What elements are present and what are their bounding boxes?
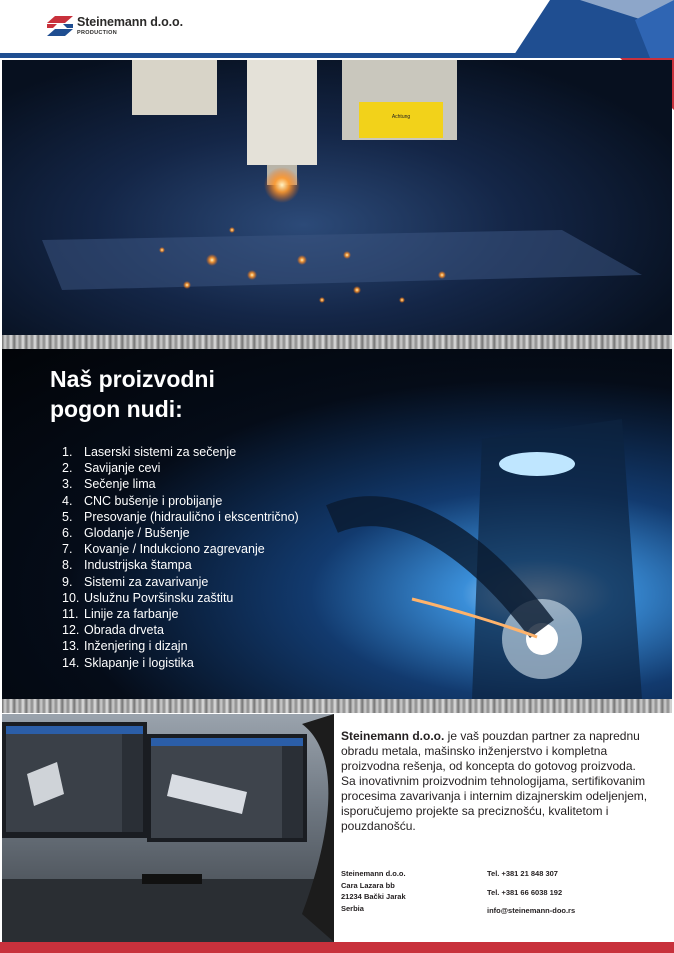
metal-divider-strip bbox=[2, 699, 672, 713]
logo-company-name: Steinemann d.o.o. bbox=[77, 15, 183, 29]
company-address bbox=[341, 868, 406, 914]
list-item: 7. Kovanje / Indukciono zagrevanje bbox=[62, 542, 265, 557]
list-item: 5. Presovanje (hidraulično i ekscentrično) bbox=[62, 509, 299, 524]
laser-warning-sign: Achtung bbox=[391, 114, 411, 120]
services-list bbox=[62, 444, 299, 671]
phone-2[interactable]: Tel. +381 66 6038 192 bbox=[487, 887, 563, 897]
list-item: 13. Inženjering i dizajn bbox=[62, 639, 188, 654]
metal-divider-strip bbox=[2, 335, 672, 349]
phone-1[interactable]: Tel. +381 21 848 307 bbox=[487, 869, 558, 878]
list-item: 4. CNC bušenje i probijanje bbox=[62, 493, 223, 508]
logo-tagline: PRODUCTION bbox=[77, 30, 117, 36]
list-item: 6. Glodanje / Bušenje bbox=[62, 526, 190, 541]
footer-red-stripe bbox=[0, 942, 674, 953]
address-line: 21234 Bački Jarak bbox=[341, 892, 406, 901]
services-headline bbox=[50, 364, 350, 424]
list-item: 14. Sklapanje i logistika bbox=[62, 655, 194, 670]
logo-mark-icon bbox=[47, 15, 73, 37]
address-line: Serbia bbox=[341, 903, 364, 913]
address-line: Steinemann d.o.o. bbox=[341, 869, 406, 878]
company-logo bbox=[47, 15, 183, 41]
list-item: 11. Linije za farbanje bbox=[62, 607, 179, 622]
contact-info bbox=[487, 868, 575, 924]
email-link[interactable]: info@steinemann-doo.rs bbox=[487, 906, 576, 915]
description-paragraph-2: Sa inovativnim proizvodnim tehnologijama, sertifikovanim procesima zavarivanja i internim dizajnerskim odeljenjem, isporučujemo projekte sa preciznošću, kvalitetom i pouzdanošću. bbox=[341, 774, 648, 833]
list-item: 2. Savijanje cevi bbox=[62, 461, 161, 476]
description-paragraph-1: Steinemann d.o.o. je vaš pouzdan partner za naprednu obradu metala, mašinsko inženjerstvo i kompletna proizvodna rešenja, od koncepta do gotovog proizvoda. bbox=[341, 729, 640, 773]
list-item: 1. Laserski sistemi za sečenje bbox=[62, 445, 237, 459]
laser-cutting-photo bbox=[2, 60, 672, 335]
list-item: 10. Uslužnu Površinsku zaštitu bbox=[62, 590, 234, 605]
list-item: 9. Sistemi za zavarivanje bbox=[62, 574, 209, 589]
headline-line-2: pogon nudi: bbox=[50, 396, 183, 422]
engineering-workstation-photo bbox=[2, 714, 334, 942]
list-item: 3. Sečenje lima bbox=[62, 477, 156, 492]
company-name-bold: Steinemann d.o.o. bbox=[341, 729, 445, 743]
list-item: 8. Industrijska štampa bbox=[62, 558, 192, 573]
headline-line-1: Naš proizvodni bbox=[50, 366, 215, 392]
address-line: Cara Lazara bb bbox=[341, 880, 395, 890]
company-description bbox=[341, 729, 661, 834]
list-item: 12. Obrada drveta bbox=[62, 623, 164, 638]
